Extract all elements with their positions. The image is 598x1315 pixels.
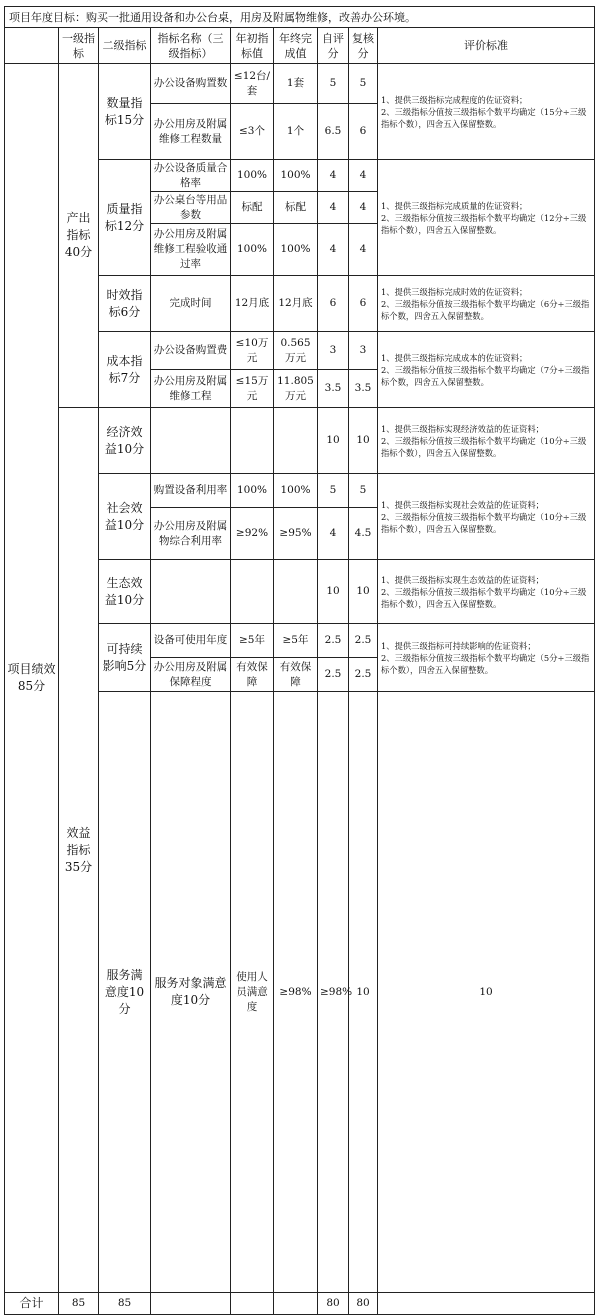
criteria-cell: 1、提供三级指标实现生态效益的佐证资料； 2、三级指标分值按三级指标个数平均确定（10分÷三级指标个数），四舍五入保留整数。 — [378, 560, 595, 624]
final-cell: 1套 — [274, 64, 318, 104]
review-score: 5 — [349, 64, 378, 104]
level2-economic: 经济效益10分 — [99, 408, 151, 474]
final-cell: ≥95% — [274, 508, 318, 560]
initial-cell: 100% — [231, 160, 274, 192]
final-cell — [274, 408, 318, 474]
self-score: 3.5 — [318, 370, 349, 408]
criteria-cell: 1、提供三级指标完成质量的佐证资料； 2、三级指标分值按三级指标个数平均确定（12分÷三级指标个数），四舍五入保留整数。 — [378, 160, 595, 276]
final-cell: 0.565万元 — [274, 332, 318, 370]
final-cell: 100% — [274, 160, 318, 192]
project-label: 项目绩效85分 — [5, 64, 59, 1293]
final-cell: 有效保障 — [274, 658, 318, 692]
self-score: 2.5 — [318, 624, 349, 658]
initial-cell: ≤3个 — [231, 104, 274, 160]
review-score: 3.5 — [349, 370, 378, 408]
criteria-cell: 1、提供三级指标实现社会效益的佐证资料； 2、三级指标分值按三级指标个数平均确定（10分÷三级指标个数），四舍五入保留整数。 — [378, 474, 595, 560]
total-self-score: 80 — [318, 1293, 349, 1315]
self-score: 4 — [318, 192, 349, 224]
level2-timeliness: 时效指标6分 — [99, 276, 151, 332]
total-empty — [231, 1293, 274, 1315]
final-cell: ≥98% — [318, 692, 349, 1293]
total-empty — [378, 1293, 595, 1315]
initial-cell — [231, 408, 274, 474]
blank-header-cell — [5, 28, 59, 64]
review-score: 10 — [378, 692, 595, 1293]
initial-cell: ≤12台/套 — [231, 64, 274, 104]
level2-cost: 成本指标7分 — [99, 332, 151, 408]
name-cell: 购置设备利用率 — [151, 474, 231, 508]
header-initial: 年初指标值 — [231, 28, 274, 64]
name-cell — [151, 408, 231, 474]
total-level2: 85 — [99, 1293, 151, 1315]
name-cell: 设备可使用年度 — [151, 624, 231, 658]
level2-quality: 质量指标12分 — [99, 160, 151, 276]
level2-social: 社会效益10分 — [99, 474, 151, 560]
final-cell: ≥5年 — [274, 624, 318, 658]
initial-cell: 12月底 — [231, 276, 274, 332]
initial-cell: ≤10万元 — [231, 332, 274, 370]
final-cell: 100% — [274, 224, 318, 276]
self-score: 4 — [318, 508, 349, 560]
review-score: 10 — [349, 408, 378, 474]
header-level1: 一级指标 — [59, 28, 99, 64]
name-cell — [151, 560, 231, 624]
initial-cell: 标配 — [231, 192, 274, 224]
review-score: 4 — [349, 192, 378, 224]
header-criteria: 评价标准 — [378, 28, 595, 64]
review-score: 4 — [349, 160, 378, 192]
header-review: 复核分 — [349, 28, 378, 64]
review-score: 4 — [349, 224, 378, 276]
header-final: 年终完成值 — [274, 28, 318, 64]
level1-satisfaction: 服务满意度10分 — [99, 692, 151, 1293]
header-level2: 二级指标 — [99, 28, 151, 64]
self-score: 3 — [318, 332, 349, 370]
review-score: 2.5 — [349, 658, 378, 692]
criteria-cell: 1、提供三级指标完成程度的佐证资料； 2、三级指标分值按三级指标个数平均确定（15分÷三级指标个数），四舍五入保留整数。 — [378, 64, 595, 160]
name-cell: 办公设备购置费 — [151, 332, 231, 370]
total-review-score: 80 — [349, 1293, 378, 1315]
criteria-cell: 1、提供三级指标实现经济效益的佐证资料； 2、三级指标分值按三级指标个数平均确定（10分÷三级指标个数），四舍五入保留整数。 — [378, 408, 595, 474]
total-empty — [274, 1293, 318, 1315]
total-level1: 85 — [59, 1293, 99, 1315]
criteria-cell: 1、提供三级指标完成成本的佐证资料； 2、三级指标分值按三级指标个数平均确定（7分÷三级指标个数，四舍五入保留整数。 — [378, 332, 595, 408]
initial-cell: 100% — [231, 474, 274, 508]
final-cell: 标配 — [274, 192, 318, 224]
final-cell: 100% — [274, 474, 318, 508]
criteria-cell: 1、提供三级指标完成时效的佐证资料； 2、三级指标分值按三级指标个数平均确定（6分÷三级指标个数，四舍五入保留整数。 — [378, 276, 595, 332]
review-score: 6 — [349, 276, 378, 332]
benefit-label: 效益指标35分 — [59, 408, 99, 1293]
review-score: 10 — [349, 560, 378, 624]
name-cell: 办公用房及附属维修工程 — [151, 370, 231, 408]
initial-cell — [231, 560, 274, 624]
final-cell: 12月底 — [274, 276, 318, 332]
annual-goal: 项目年度目标：购买一批通用设备和办公台桌，用房及附属物维修，改善办公环境。 — [5, 7, 595, 28]
name-cell: 办公用房及附属维修工程验收通过率 — [151, 224, 231, 276]
final-cell: 11.805万元 — [274, 370, 318, 408]
name-cell: 完成时间 — [151, 276, 231, 332]
self-score: 10 — [318, 560, 349, 624]
self-score: 6.5 — [318, 104, 349, 160]
review-score: 3 — [349, 332, 378, 370]
criteria-cell: 1、提供三级指标可持续影响的佐证资料； 2、三级指标分值按三级指标个数平均确定（5分÷三级指标个数），四舍五入保留整数。 — [378, 624, 595, 692]
name-cell: 办公用房及附属保障程度 — [151, 658, 231, 692]
output-label: 产出指标40分 — [59, 64, 99, 408]
level2-satisfaction: 服务对象满意度10分 — [151, 692, 231, 1293]
self-score: 10 — [318, 408, 349, 474]
level2-ecological: 生态效益10分 — [99, 560, 151, 624]
initial-cell: ≥92% — [231, 508, 274, 560]
self-score: 5 — [318, 474, 349, 508]
header-self: 自评分 — [318, 28, 349, 64]
header-name: 指标名称（三级指标） — [151, 28, 231, 64]
name-cell: 办公设备质量合格率 — [151, 160, 231, 192]
review-score: 6 — [349, 104, 378, 160]
self-score: 6 — [318, 276, 349, 332]
name-cell: 办公桌台等用品参数 — [151, 192, 231, 224]
review-score: 5 — [349, 474, 378, 508]
self-score: 4 — [318, 160, 349, 192]
review-score: 4.5 — [349, 508, 378, 560]
self-score: 10 — [349, 692, 378, 1293]
level2-sustainable: 可持续影响5分 — [99, 624, 151, 692]
name-cell: 办公用房及附属维修工程数量 — [151, 104, 231, 160]
self-score: 5 — [318, 64, 349, 104]
level2-quantity: 数量指标15分 — [99, 64, 151, 160]
initial-cell: 100% — [231, 224, 274, 276]
initial-cell: 有效保障 — [231, 658, 274, 692]
self-score: 4 — [318, 224, 349, 276]
total-empty — [151, 1293, 231, 1315]
name-cell: 使用人员满意度 — [231, 692, 274, 1293]
evaluation-table — [4, 6, 595, 1315]
initial-cell: ≥5年 — [231, 624, 274, 658]
review-score: 2.5 — [349, 624, 378, 658]
final-cell: 1个 — [274, 104, 318, 160]
initial-cell: ≤15万元 — [231, 370, 274, 408]
self-score: 2.5 — [318, 658, 349, 692]
initial-cell: ≥98% — [274, 692, 318, 1293]
name-cell: 办公设备购置数 — [151, 64, 231, 104]
total-label: 合计 — [5, 1293, 59, 1315]
final-cell — [274, 560, 318, 624]
name-cell: 办公用房及附属物综合利用率 — [151, 508, 231, 560]
